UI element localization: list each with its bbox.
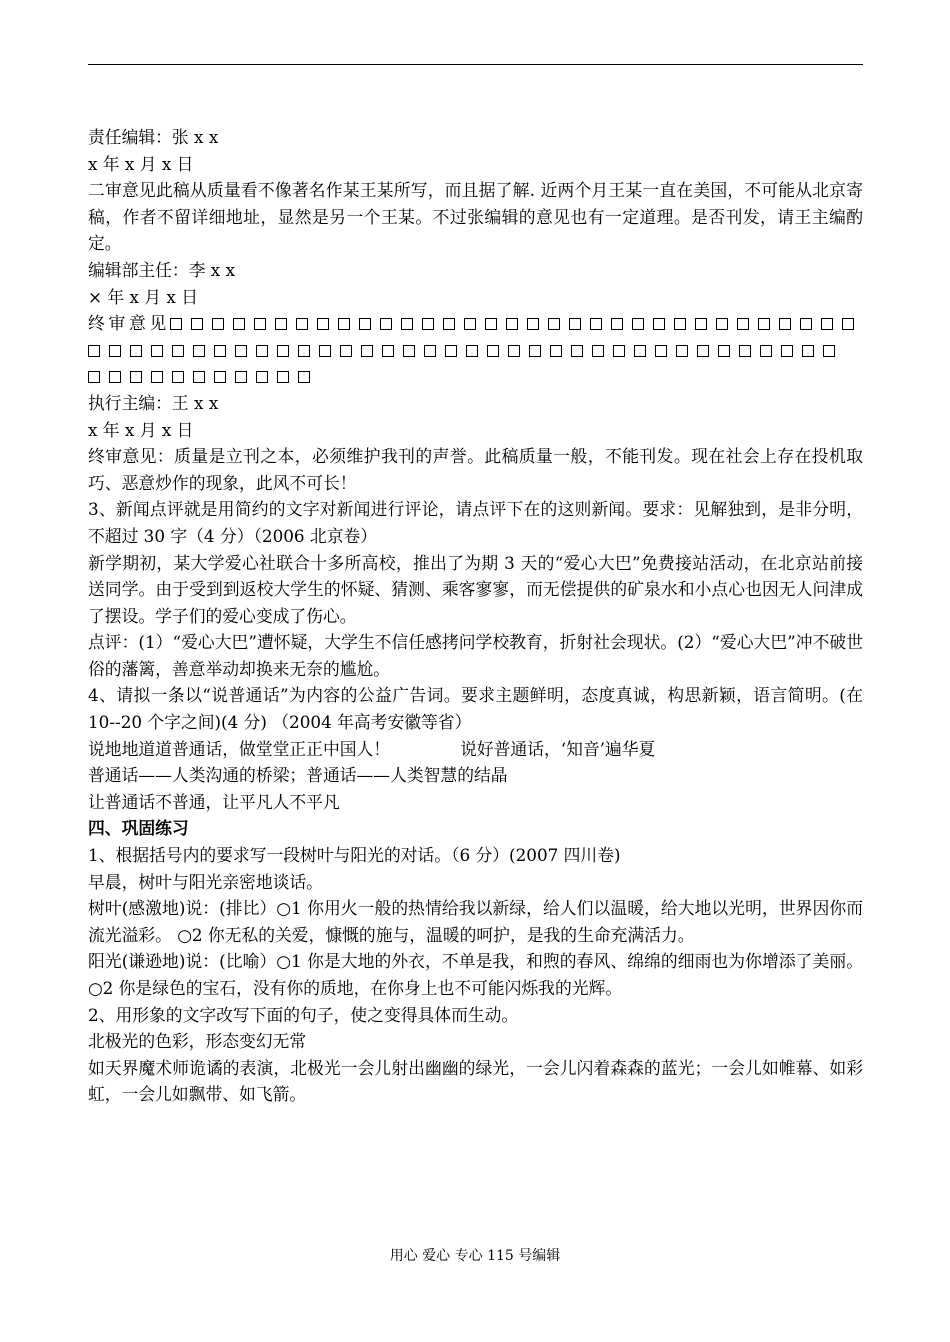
placeholder-box: [109, 345, 121, 357]
paragraph: × 年 x 月 x 日: [88, 286, 199, 307]
placeholder-box: [781, 345, 793, 357]
placeholder-box: [235, 345, 247, 357]
placeholder-box: [172, 345, 184, 357]
placeholder-box: [758, 318, 770, 330]
placeholder-box: [275, 318, 287, 330]
placeholder-box: [508, 345, 520, 357]
final-review-label: 终审意见: [88, 313, 170, 334]
placeholder-box: [800, 318, 812, 330]
placeholder-box: [319, 345, 331, 357]
placeholder-box: [296, 318, 308, 330]
placeholder-box: [172, 371, 184, 383]
placeholder-box: [170, 318, 182, 330]
placeholder-box: [506, 318, 518, 330]
placeholder-box: [842, 318, 854, 330]
paragraph: 二审意见此稿从质量看不像著名作某王某所写，而且据了解. 近两个月王某一直在美国，不可能从北京寄稿，作者不留详细地址，显然是另一个王某。不过张编辑的意见也有一定道理。是否刊发，请王主编酌定。: [88, 180, 863, 254]
placeholder-box: [674, 318, 686, 330]
placeholder-box: [802, 345, 814, 357]
paragraph: 如天界魔术师诡谲的表演，北极光一会儿射出幽幽的绿光，一会儿闪着森森的蓝光；一会儿如帷幕、如彩虹，一会儿如飘带、如飞箭。: [88, 1057, 863, 1105]
placeholder-box: [214, 345, 226, 357]
document-body: [88, 124, 863, 1108]
placeholder-box: [487, 345, 499, 357]
placeholder-box: [277, 345, 289, 357]
placeholder-box: [548, 318, 560, 330]
placeholder-box: [466, 345, 478, 357]
placeholder-box: [632, 318, 644, 330]
paragraph: 树叶(感激地)说：(排比）○1 你用火一般的热情给我以新绿，给人们以温暖，给大地以光明，世界因你而流光溢彩。 ○2 你无私的关爱，慷慨的施与，温暖的呵护，是我的生命充满活力。: [88, 898, 863, 945]
placeholder-box: [256, 345, 268, 357]
placeholder-box: [340, 345, 352, 357]
placeholder-box: [151, 371, 163, 383]
paragraph: 3、新闻点评就是用简约的文字对新闻进行评论，请点评下在的这则新闻。要求：见解独到，是非分明，不超过 30 字（4 分）（2006 北京卷）: [88, 499, 863, 546]
slogan-pair: [88, 736, 863, 763]
placeholder-box: [317, 318, 329, 330]
placeholder-box: [527, 318, 539, 330]
placeholder-box: [214, 371, 226, 383]
paragraph: 新学期初，某大学爱心社联合十多所高校，推出了为期 3 天的“爱心大巴”免费接站活动，在北京站前接送同学。由于受到到返校大学生的怀疑、猜测、乘客寥寥，而无偿提供的矿泉水和小点心也因无人问津成了摆设。学子们的爱心变成了伤心。: [88, 552, 863, 626]
placeholder-box: [613, 345, 625, 357]
placeholder-box: [779, 318, 791, 330]
final-review-placeholder: [88, 310, 863, 390]
placeholder-box: [361, 345, 373, 357]
placeholder-box: [823, 345, 835, 357]
placeholder-box: [338, 318, 350, 330]
paragraph: 4、请拟一条以“说普通话”为内容的公益广告词。要求主题鲜明，态度真诚，构思新颖，语言简明。(在 10--20 个字之间)(4 分) （2004 年高考安徽等省）: [88, 685, 863, 733]
header-rule: [88, 64, 863, 65]
placeholder-box: [424, 345, 436, 357]
placeholder-box: [193, 371, 205, 383]
placeholder-box: [401, 318, 413, 330]
placeholder-box: [193, 345, 205, 357]
paragraph: 1、根据括号内的要求写一段树叶与阳光的对话。（6 分）(2007 四川卷): [88, 845, 621, 866]
placeholder-box: [550, 345, 562, 357]
placeholder-box: [235, 371, 247, 383]
placeholder-box: [697, 345, 709, 357]
placeholder-box: [254, 318, 266, 330]
placeholder-box: [109, 371, 121, 383]
placeholder-box: [590, 318, 602, 330]
placeholder-box: [653, 318, 665, 330]
placeholder-box: [716, 318, 728, 330]
placeholder-box: [569, 318, 581, 330]
section-heading: 四、巩固练习: [88, 818, 189, 839]
placeholder-box: [151, 345, 163, 357]
placeholder-box: [382, 345, 394, 357]
placeholder-box: [130, 371, 142, 383]
placeholder-box: [233, 318, 245, 330]
placeholder-box: [256, 371, 268, 383]
paragraph: 北极光的色彩，形态变幻无常: [88, 1031, 307, 1052]
paragraph: 2、用形象的文字改写下面的句子，使之变得具体而生动。: [88, 1004, 519, 1025]
placeholder-box: [443, 318, 455, 330]
placeholder-box: [739, 345, 751, 357]
placeholder-box: [634, 345, 646, 357]
placeholder-box: [380, 318, 392, 330]
placeholder-box: [298, 345, 310, 357]
placeholder-box: [298, 371, 310, 383]
placeholder-box: [655, 345, 667, 357]
placeholder-box: [445, 345, 457, 357]
slogan-2: 说好普通话，‘知音’遍华夏: [460, 738, 656, 759]
placeholder-box: [821, 318, 833, 330]
paragraph: 让普通话不普通，让平凡人不平凡: [88, 791, 340, 812]
placeholder-box: [695, 318, 707, 330]
placeholder-box: [130, 345, 142, 357]
placeholder-box: [359, 318, 371, 330]
slogan-1: 说地地道道普通话，做堂堂正正中国人！: [88, 738, 391, 759]
paragraph: 执行主编：王 x x: [88, 392, 219, 413]
placeholder-box: [529, 345, 541, 357]
paragraph: 编辑部主任：李 x x: [88, 259, 236, 280]
paragraph: 早晨，树叶与阳光亲密地谈话。: [88, 871, 323, 892]
placeholder-box: [88, 345, 100, 357]
placeholder-box: [760, 345, 772, 357]
placeholder-box: [611, 318, 623, 330]
page-footer: 用心 爱心 专心 115 号编辑: [389, 1248, 561, 1264]
paragraph: 终审意见：质量是立刊之本，必须维护我刊的声誉。此稿质量一般，不能刊发。现在社会上存在投机取巧、恶意炒作的现象，此风不可长！: [88, 446, 863, 493]
placeholder-boxes: [88, 313, 863, 386]
placeholder-box: [191, 318, 203, 330]
placeholder-box: [422, 318, 434, 330]
placeholder-box: [88, 371, 100, 383]
paragraph: 责任编辑：张 x x: [88, 127, 219, 147]
placeholder-box: [718, 345, 730, 357]
placeholder-box: [212, 318, 224, 330]
placeholder-box: [485, 318, 497, 330]
placeholder-box: [277, 371, 289, 383]
paragraph: 点评：(1）“爱心大巴”遭怀疑，大学生不信任感拷问学校教育，折射社会现状。(2）“爱心大巴”冲不破世俗的藩篱，善意举动却换来无奈的尴尬。: [88, 632, 863, 679]
placeholder-box: [571, 345, 583, 357]
paragraph: x 年 x 月 x 日: [88, 153, 194, 174]
paragraph: 普通话——人类沟通的桥梁；普通话——人类智慧的结晶: [88, 765, 508, 786]
placeholder-box: [464, 318, 476, 330]
placeholder-box: [676, 345, 688, 357]
placeholder-box: [737, 318, 749, 330]
paragraph: x 年 x 月 x 日: [88, 419, 194, 440]
placeholder-box: [403, 345, 415, 357]
paragraph: 阳光(谦逊地)说：(比喻）○1 你是大地的外衣，不单是我，和煦的春风、绵绵的细雨也为你增添了美丽。 ○2 你是绿色的宝石，没有你的质地，在你身上也不可能闪烁我的光辉。: [88, 951, 863, 998]
placeholder-box: [592, 345, 604, 357]
